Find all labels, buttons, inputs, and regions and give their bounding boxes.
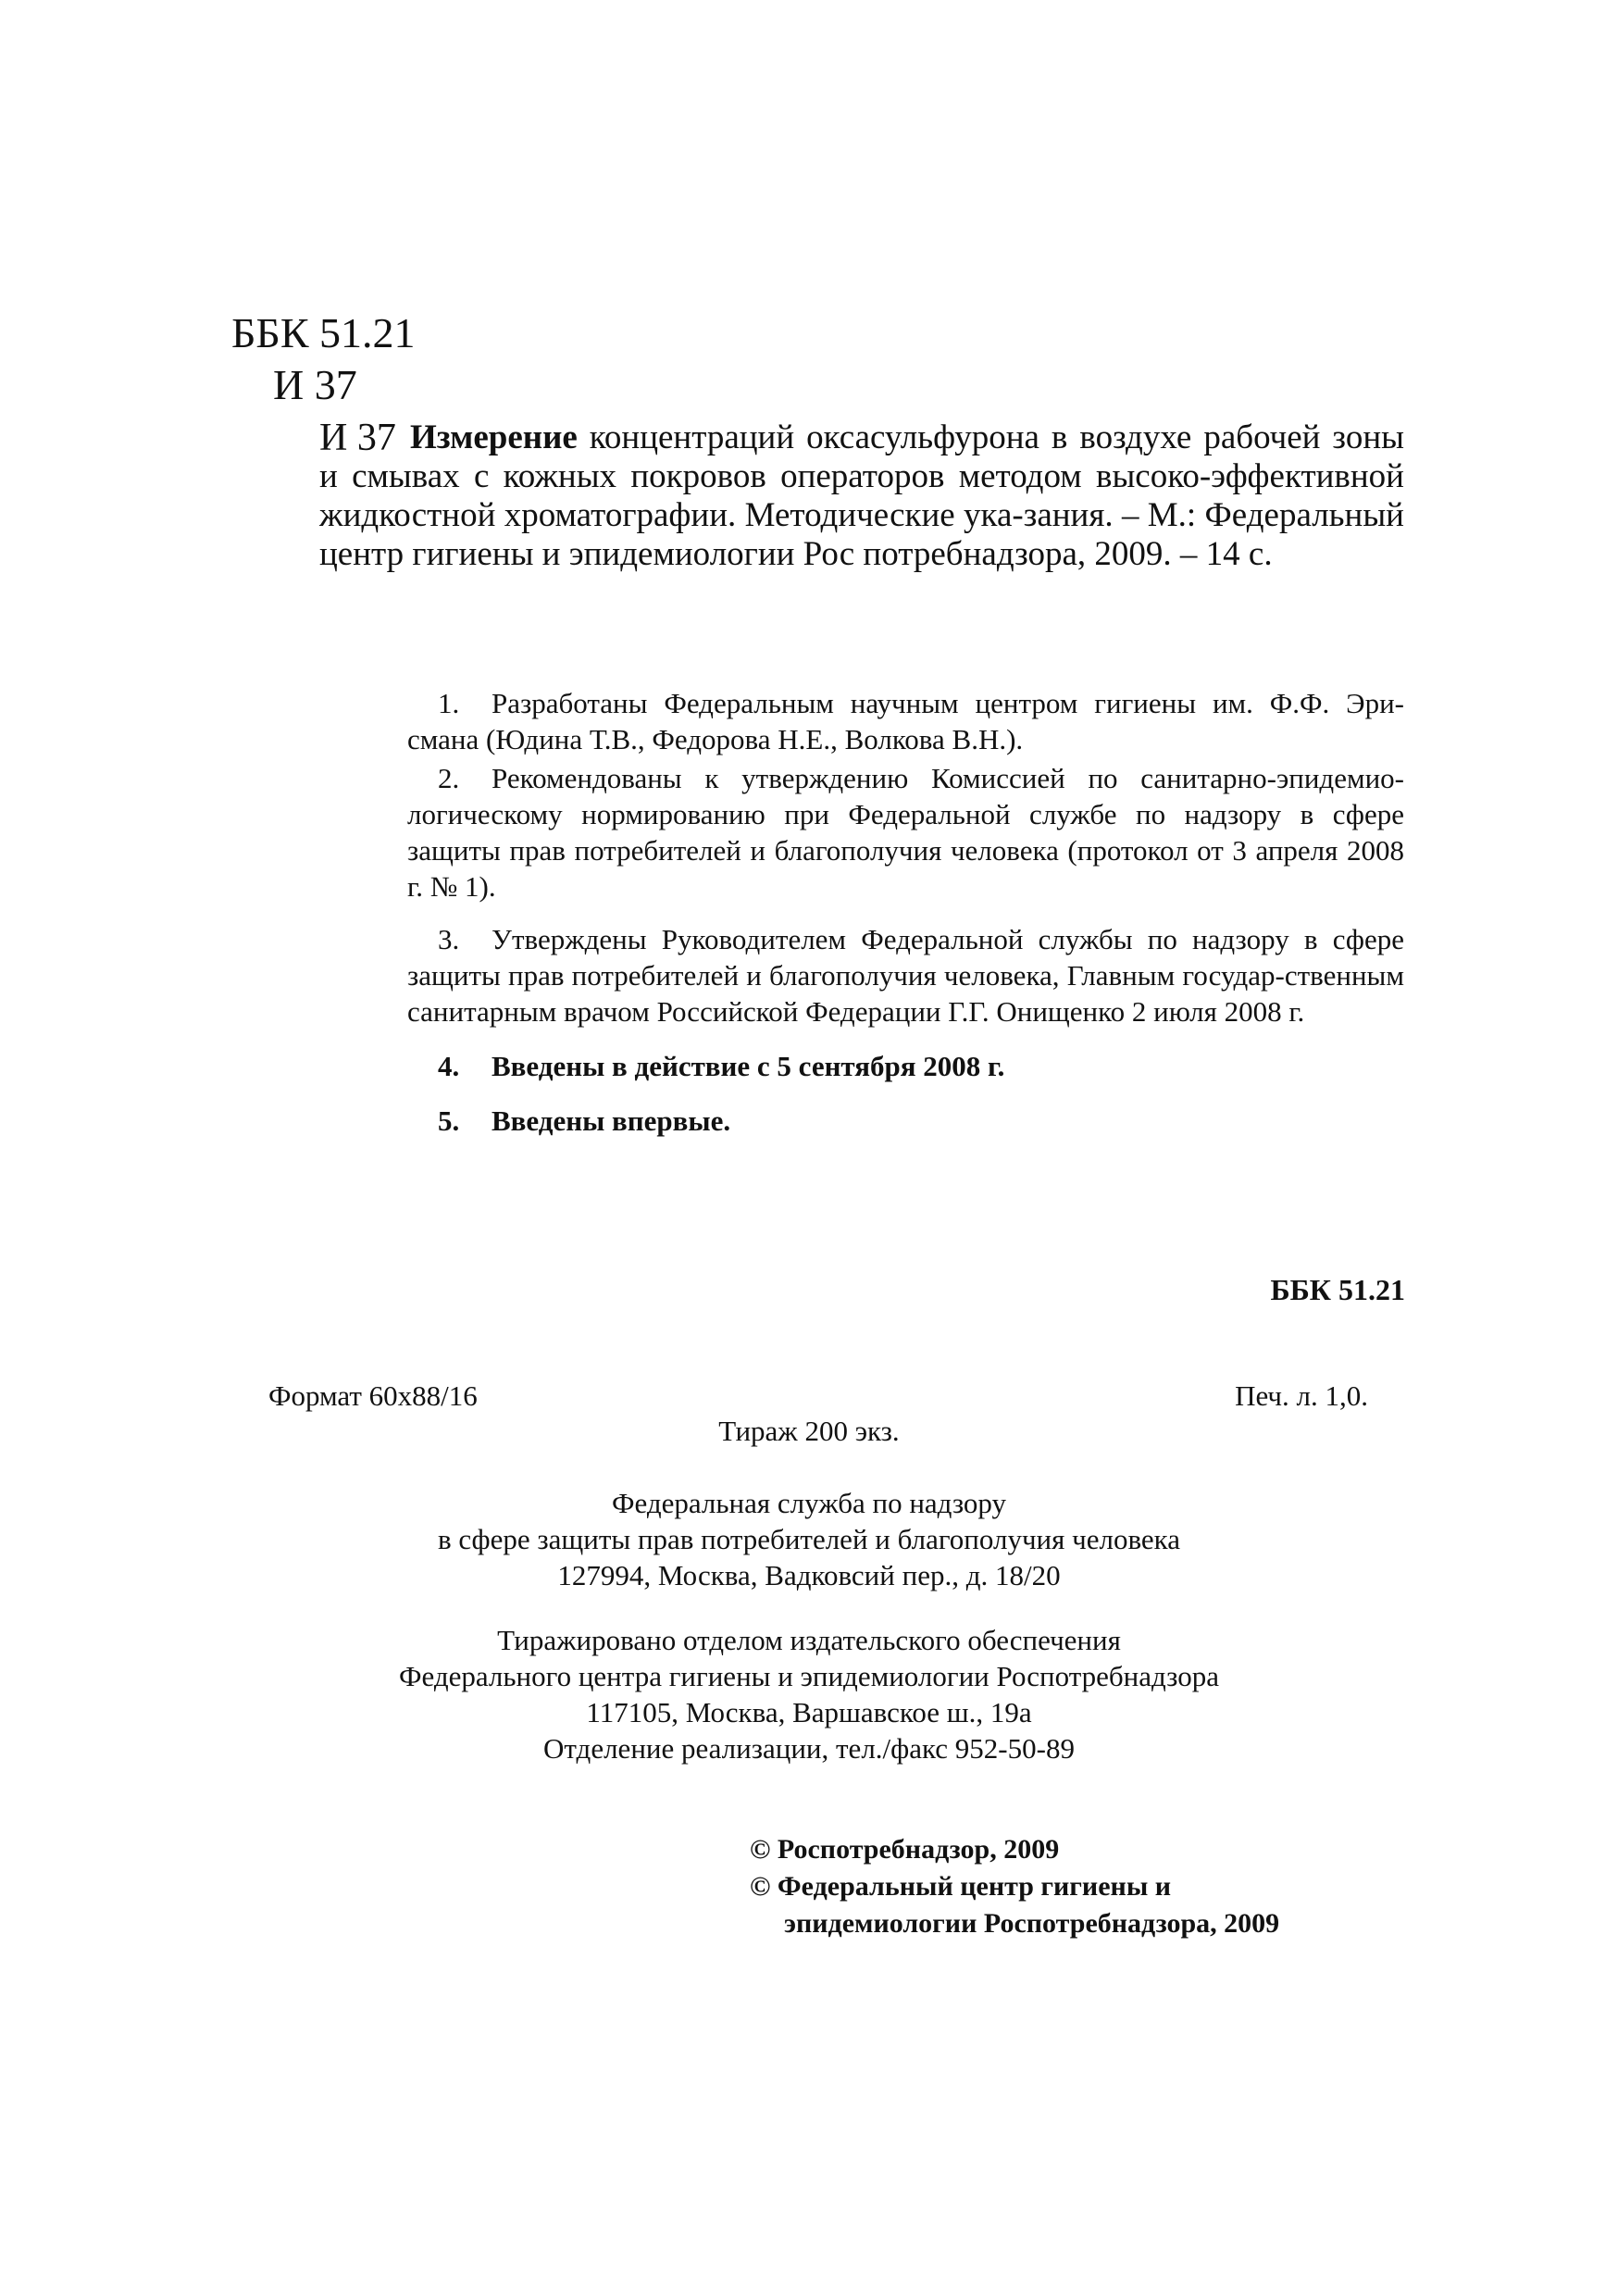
note-number: 2. <box>438 762 460 794</box>
print-run-info: Тираж 200 экз. <box>718 1415 900 1447</box>
note-number: 4. <box>438 1050 460 1082</box>
note-item <box>407 1048 1404 1084</box>
publisher-block <box>0 1485 1618 1593</box>
entry-title: Измерение <box>410 418 578 456</box>
note-text: Утверждены Руководителем Федеральной службы по надзору в сфере защиты прав потребителей и благополучия человека, Главным государ-ственным санитарным врачом Российской Федерации Г.Г. Онищенко 2 июля 2008 г. <box>407 923 1404 1028</box>
entry-text <box>319 418 1404 574</box>
entry-code: И 37 <box>319 417 396 459</box>
print-sheets-info: Печ. л. 1,0. <box>1235 1379 1368 1412</box>
printer-line: Федерального центра гигиены и эпидемиологии Роспотребнадзора <box>399 1660 1219 1692</box>
printer-contact: Отделение реализации, тел./факс 952-50-89 <box>543 1732 1075 1765</box>
author-code-top: И 37 <box>273 361 357 408</box>
notes-list <box>407 685 1404 1139</box>
copyright-line: © Роспотребнадзор, 2009 <box>750 1834 1060 1865</box>
entry-description: концентраций оксасульфурона в воздухе рабочей зоны и смывах с кожных покровов операторов методом высоко-эффективной жидкостной хроматографии. Методические ука-зания. – М.: Федеральный центр гигиены и эпидемиологии Рос потребнадзора, 2009. – 14 с. <box>319 418 1404 573</box>
copyright-line: эпидемиологии Роспотребнадзора, 2009 <box>784 1908 1280 1939</box>
note-item <box>407 921 1404 1029</box>
bibliographic-entry <box>319 418 1404 574</box>
note-number: 5. <box>438 1104 460 1137</box>
printer-line: Тиражировано отделом издательского обеспечения <box>497 1624 1121 1656</box>
bbk-code-top: ББК 51.21 <box>231 309 416 356</box>
copyright-block <box>750 1831 1279 1942</box>
note-number: 1. <box>438 687 460 719</box>
publisher-address: 127994, Москва, Вадковсий пер., д. 18/20 <box>557 1559 1061 1591</box>
note-item <box>407 685 1404 757</box>
note-text: Введены впервые. <box>492 1104 731 1137</box>
bbk-code-right: ББК 51.21 <box>1270 1273 1405 1306</box>
publisher-line: в сфере защиты прав потребителей и благополучия человека <box>437 1523 1181 1555</box>
publisher-line: Федеральная служба по надзору <box>612 1487 1006 1519</box>
note-number: 3. <box>438 923 460 955</box>
note-text: Введены в действие с 5 сентября 2008 г. <box>492 1050 1005 1082</box>
format-info: Формат 60x88/16 <box>268 1379 478 1412</box>
note-text: Рекомендованы к утверждению Комиссией по санитарно-эпидемио-логическому нормированию при Федеральной службе по надзору в сфере защиты прав потребителей и благополучия человека (протокол от 3 апреля 2008 г. № 1). <box>407 762 1404 903</box>
copyright-line: © Федеральный центр гигиены и <box>750 1871 1172 1902</box>
printer-address: 117105, Москва, Варшавское ш., 19а <box>586 1696 1032 1728</box>
printer-block <box>0 1622 1618 1766</box>
note-text: Разработаны Федеральным научным центром гигиены им. Ф.Ф. Эри-смана (Юдина Т.В., Федорова Н.Е., Волкова В.Н.). <box>407 687 1404 755</box>
note-item <box>407 1103 1404 1139</box>
note-item <box>407 760 1404 905</box>
